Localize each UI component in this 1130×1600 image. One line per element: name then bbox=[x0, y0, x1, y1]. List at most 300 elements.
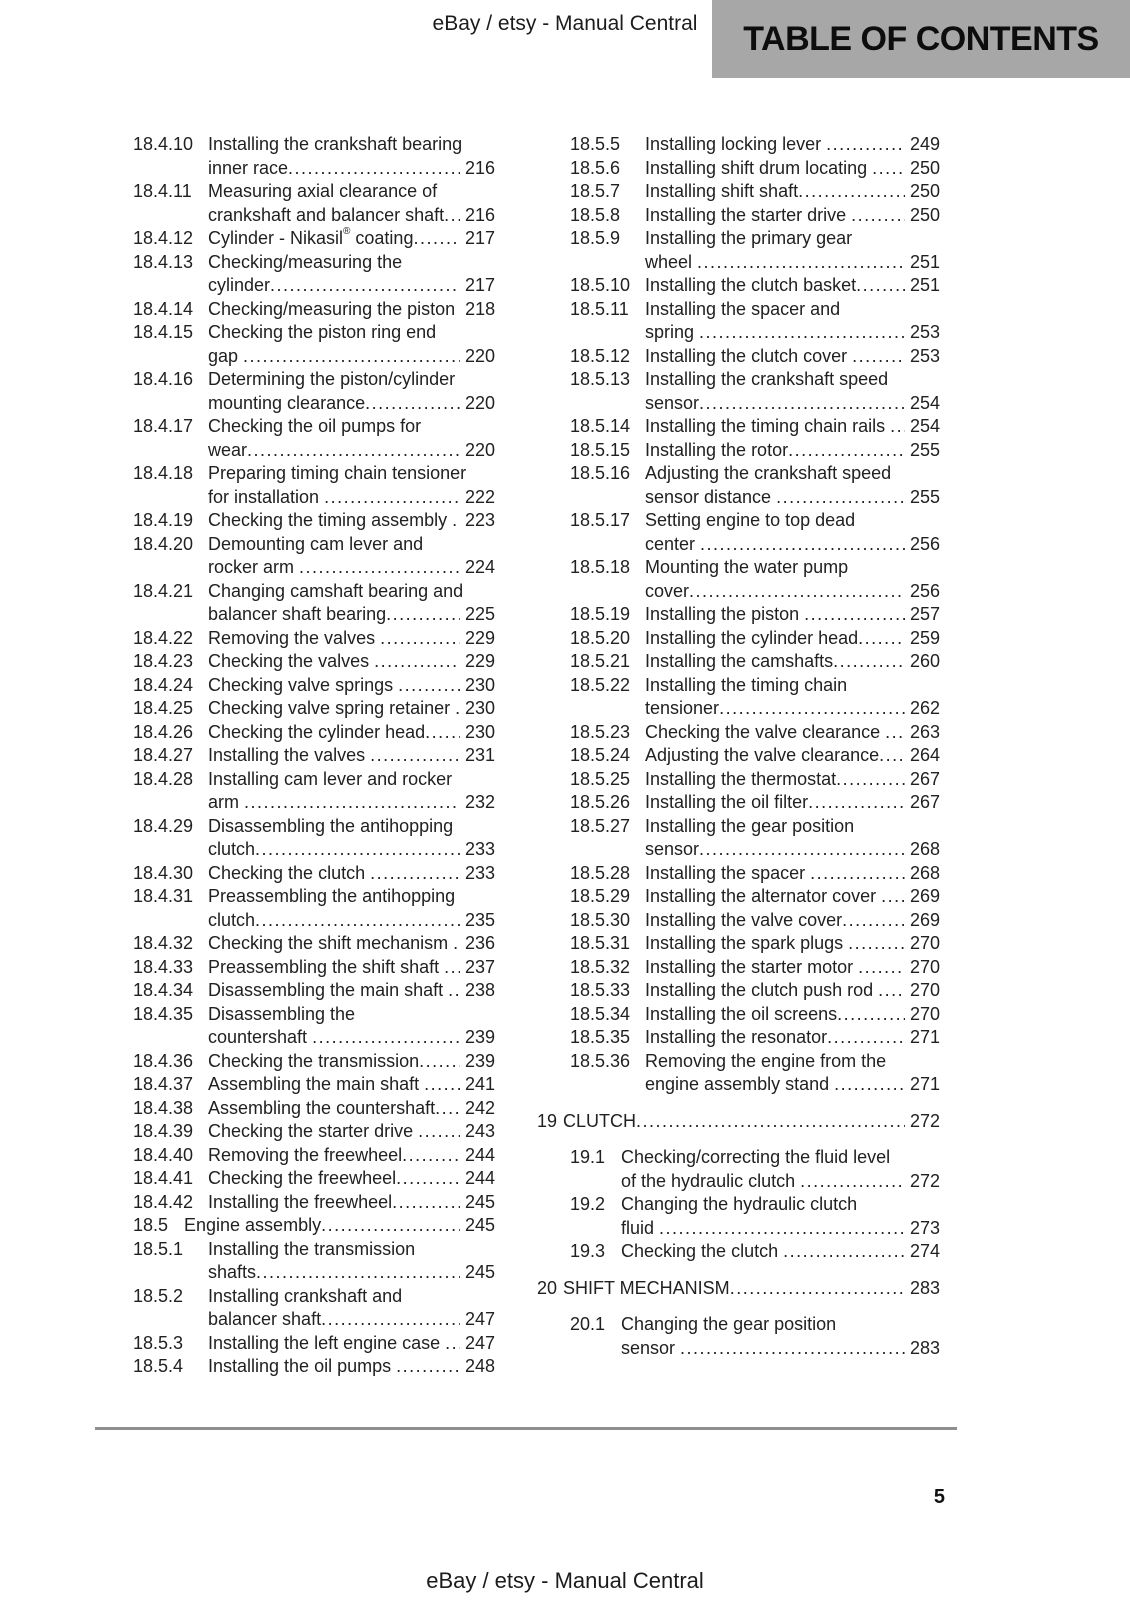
toc-entry-title: mounting clearance bbox=[208, 392, 366, 413]
toc-entry-title: Removing the freewheel bbox=[208, 1144, 403, 1165]
toc-entry-page: 230 bbox=[464, 674, 495, 695]
toc-entry-number: 18.5.18 bbox=[570, 557, 631, 577]
toc-entry-page: 247 bbox=[464, 1309, 495, 1329]
header-doc-title: eBay / etsy - Manual Central bbox=[432, 12, 698, 35]
toc-entry-title: Disassembling the antihopping bbox=[208, 815, 454, 836]
toc-entry bbox=[133, 415, 495, 462]
toc-entry-title: Installing the starter drive bbox=[645, 204, 852, 225]
toc-entry-title: Preassembling the antihopping bbox=[208, 886, 456, 906]
toc-entry bbox=[537, 556, 940, 603]
toc-entry-title: wear bbox=[208, 439, 248, 460]
toc-entry-page: 239 bbox=[464, 1050, 495, 1071]
toc-entry-title: Changing camshaft bearing and bbox=[208, 580, 464, 601]
toc-entry-title: Installing the clutch cover bbox=[645, 345, 853, 366]
toc-entry-number: 18.4.35 bbox=[133, 1003, 194, 1024]
toc-entry bbox=[537, 133, 940, 157]
toc-entry-title: Installing the resonator bbox=[645, 1027, 828, 1047]
toc-entry-title: clutch bbox=[208, 839, 256, 859]
dot-leader bbox=[370, 744, 460, 768]
dot-leader bbox=[788, 439, 905, 463]
toc-entry-page: 254 bbox=[909, 392, 940, 413]
toc-entry-number: 18.5.24 bbox=[570, 745, 631, 765]
toc-entry-page: 217 bbox=[464, 228, 495, 248]
toc-entry-page: 250 bbox=[909, 157, 940, 178]
toc-entry-number: 18.5 bbox=[133, 1215, 169, 1235]
toc-entry bbox=[537, 650, 940, 674]
toc-column-1 bbox=[133, 133, 495, 1379]
dot-leader bbox=[448, 979, 460, 1003]
toc-entry-page: 243 bbox=[464, 1121, 495, 1141]
toc-entry-page: 218 bbox=[465, 298, 496, 319]
toc-entry bbox=[537, 1193, 940, 1240]
toc-entry-title: for installation bbox=[208, 486, 325, 507]
toc-entry-page: 253 bbox=[909, 345, 940, 366]
toc-entry-page: 250 bbox=[909, 181, 940, 201]
toc-entry-page: 264 bbox=[909, 745, 940, 765]
toc-entry-title: Installing shift shaft bbox=[645, 181, 799, 201]
toc-entry bbox=[133, 1167, 495, 1191]
toc-entry-page: 253 bbox=[909, 322, 940, 342]
toc-entry-number: 18.5.12 bbox=[570, 345, 631, 366]
dot-leader bbox=[396, 1355, 460, 1379]
toc-entry-number: 18.5.7 bbox=[570, 181, 621, 201]
toc-entry-number: 18.4.12 bbox=[133, 228, 194, 248]
toc-entry-page: 251 bbox=[909, 251, 940, 272]
toc-entry-number: 18.4.42 bbox=[133, 1191, 194, 1212]
toc-entry-title: Cylinder - Nikasil® coating bbox=[208, 226, 414, 248]
toc-entry-title: sensor bbox=[645, 392, 700, 413]
dot-leader bbox=[879, 744, 905, 768]
toc-entry-title: Installing the primary gear bbox=[645, 228, 853, 248]
toc-entry-number: 18.4.10 bbox=[133, 134, 194, 154]
toc-entry-number: 18.4.27 bbox=[133, 745, 194, 765]
toc-entry-number: 18.5.15 bbox=[570, 439, 631, 460]
toc-entry-page: 255 bbox=[909, 439, 940, 460]
toc-entry-page: 245 bbox=[464, 1191, 495, 1212]
toc-entry-number: 18.4.16 bbox=[133, 369, 194, 389]
dot-leader bbox=[444, 956, 460, 980]
toc-entry-page: 250 bbox=[909, 204, 940, 225]
toc-entry bbox=[133, 768, 495, 815]
toc-entry-number: 18.5.20 bbox=[570, 627, 631, 648]
dot-leader bbox=[402, 1144, 460, 1168]
toc-entry-page: 269 bbox=[909, 909, 940, 930]
toc-entry-title: Checking valve springs bbox=[208, 674, 399, 695]
toc-entry-page: 217 bbox=[464, 275, 495, 295]
dot-leader bbox=[858, 627, 905, 651]
dot-leader bbox=[396, 1167, 460, 1191]
toc-entry bbox=[133, 1003, 495, 1050]
toc-entry bbox=[133, 815, 495, 862]
toc-entry-title: sensor bbox=[621, 1337, 681, 1358]
toc-entry-number: 18.4.14 bbox=[133, 298, 194, 319]
dot-leader bbox=[800, 1170, 905, 1194]
toc-entry bbox=[537, 1240, 940, 1264]
toc-entry-title: Measuring axial clearance of bbox=[208, 181, 438, 201]
dot-leader bbox=[719, 697, 905, 721]
dot-leader bbox=[783, 1240, 905, 1264]
toc-entry-title: Preassembling the shift shaft bbox=[208, 956, 445, 977]
dot-leader bbox=[380, 627, 460, 651]
dot-leader bbox=[453, 932, 460, 956]
dot-leader bbox=[700, 533, 905, 557]
toc-entry-number: 19.1 bbox=[570, 1147, 606, 1167]
toc-entry-page: 283 bbox=[909, 1337, 940, 1358]
toc-entry-title: Checking the clutch bbox=[208, 862, 371, 883]
toc-entry-title: Checking/measuring the bbox=[208, 251, 403, 272]
toc-entry-title: countershaft bbox=[208, 1027, 313, 1047]
dot-leader bbox=[810, 862, 905, 886]
toc-entry-title: Disassembling the bbox=[208, 1003, 356, 1024]
toc-entry bbox=[537, 1146, 940, 1193]
toc-entry bbox=[537, 1050, 940, 1097]
toc-entry bbox=[537, 1277, 940, 1301]
toc-entry-page: 247 bbox=[464, 1332, 495, 1353]
toc-entry bbox=[133, 180, 495, 227]
toc-entry-page: 270 bbox=[909, 933, 940, 953]
page-number: 5 bbox=[933, 1486, 945, 1508]
footer-divider bbox=[95, 1427, 957, 1430]
dot-leader bbox=[881, 885, 905, 909]
toc-entry bbox=[133, 744, 495, 768]
toc-entry-page: 220 bbox=[464, 439, 495, 460]
toc-entry-title: Changing the gear position bbox=[621, 1314, 837, 1334]
toc-entry-title: Installing the oil screens bbox=[645, 1003, 838, 1024]
toc-entry-number: 18.4.39 bbox=[133, 1121, 194, 1141]
toc-entry bbox=[537, 415, 940, 439]
toc-entry-title: sensor bbox=[645, 839, 700, 859]
toc-entry bbox=[133, 674, 495, 698]
toc-entry-title: Checking the shift mechanism bbox=[208, 933, 454, 953]
toc-entry-number: 18.5.35 bbox=[570, 1027, 631, 1047]
toc-entry-page: 241 bbox=[464, 1074, 495, 1094]
toc-entry bbox=[537, 862, 940, 886]
toc-entry-title: Checking the clutch bbox=[621, 1241, 784, 1261]
dot-leader bbox=[419, 1050, 460, 1074]
dot-leader bbox=[885, 721, 905, 745]
dot-leader bbox=[680, 1337, 905, 1361]
dot-leader bbox=[424, 1073, 460, 1097]
toc-entry-number: 18.5.33 bbox=[570, 980, 631, 1000]
toc-entry bbox=[537, 180, 940, 204]
toc-entry bbox=[133, 533, 495, 580]
toc-entry-number: 18.5.14 bbox=[570, 416, 631, 436]
toc-entry bbox=[537, 956, 940, 980]
toc-entry-page: 257 bbox=[909, 604, 940, 624]
toc-entry bbox=[133, 1120, 495, 1144]
toc-entry-number: 18.4.37 bbox=[133, 1074, 194, 1094]
dot-leader bbox=[833, 650, 905, 674]
toc-entry-title: Installing the camshafts bbox=[645, 651, 834, 671]
dot-leader bbox=[452, 509, 460, 533]
toc-entry bbox=[537, 1110, 940, 1134]
toc-entry-page: 232 bbox=[464, 792, 495, 812]
toc-entry-title: Engine assembly bbox=[184, 1215, 322, 1235]
toc-entry-title: Preparing timing chain tensioner bbox=[208, 463, 467, 483]
toc-entry-page: 260 bbox=[909, 651, 940, 671]
toc-entry-title: Checking the timing assembly bbox=[208, 510, 453, 530]
toc-entry-number: 18.4.38 bbox=[133, 1097, 194, 1118]
toc-entry-title: Assembling the main shaft bbox=[208, 1074, 425, 1094]
toc-entry bbox=[537, 274, 940, 298]
toc-entry-title: Checking/correcting the fluid level bbox=[621, 1147, 891, 1167]
toc-entry bbox=[133, 956, 495, 980]
toc-entry-title: arm bbox=[208, 792, 244, 812]
dot-leader bbox=[398, 674, 460, 698]
toc-entry-title: fluid bbox=[621, 1217, 660, 1238]
toc-entry-page: 248 bbox=[464, 1356, 495, 1376]
toc-entry-number: 18.4.11 bbox=[133, 181, 192, 201]
toc-entry-page: 233 bbox=[464, 862, 495, 883]
dot-leader bbox=[321, 1214, 460, 1238]
toc-entry-number: 18.4.33 bbox=[133, 956, 194, 977]
toc-entry bbox=[133, 462, 495, 509]
toc-entry-title: Checking the valves bbox=[208, 651, 375, 671]
toc-entry-title: gap bbox=[208, 345, 244, 366]
toc-entry-number: 18.5.29 bbox=[570, 886, 631, 906]
toc-entry-title: SHIFT MECHANISM bbox=[563, 1277, 730, 1298]
dot-leader bbox=[776, 486, 905, 510]
toc-entry-page: 274 bbox=[909, 1241, 940, 1261]
toc-entry-number: 18.4.13 bbox=[133, 251, 194, 272]
toc-entry bbox=[133, 1191, 495, 1215]
toc-entry-number: 18.5.19 bbox=[570, 604, 631, 624]
dot-leader bbox=[699, 321, 905, 345]
toc-entry-title: Adjusting the valve clearance bbox=[645, 745, 880, 765]
toc-entry bbox=[537, 909, 940, 933]
toc-entry-title: Installing the left engine case bbox=[208, 1332, 446, 1353]
toc-entry-page: 237 bbox=[464, 956, 495, 977]
toc-entry bbox=[537, 204, 940, 228]
dot-leader bbox=[444, 204, 460, 228]
toc-entry bbox=[537, 674, 940, 721]
toc-entry bbox=[133, 885, 495, 932]
toc-entry-title: Installing crankshaft and bbox=[208, 1285, 403, 1306]
toc-entry-title: Installing the starter motor bbox=[645, 956, 859, 977]
dot-leader bbox=[808, 791, 905, 815]
toc-entry bbox=[133, 298, 495, 322]
toc-entry bbox=[133, 650, 495, 674]
toc-entry-title: Determining the piston/cylinder bbox=[208, 369, 456, 389]
toc-entry-page: 268 bbox=[909, 839, 940, 859]
toc-entry-title: Disassembling the main shaft bbox=[208, 980, 449, 1000]
toc-entry-page: 270 bbox=[909, 956, 940, 977]
toc-entry bbox=[133, 1285, 495, 1332]
toc-entry-number: 18.5.27 bbox=[570, 815, 631, 836]
toc-entry-title: Removing the valves bbox=[208, 627, 381, 648]
toc-entry-number: 18.4.31 bbox=[133, 886, 194, 906]
toc-entry-page: 235 bbox=[464, 909, 495, 930]
table-of-contents-banner bbox=[712, 0, 1130, 78]
toc-entry-number: 18.5.1 bbox=[133, 1238, 184, 1259]
toc-entry-title: Installing the freewheel bbox=[208, 1191, 393, 1212]
toc-entry-title: rocker arm bbox=[208, 557, 300, 577]
toc-entry-number: 18.4.25 bbox=[133, 698, 194, 718]
dot-leader bbox=[697, 251, 905, 275]
dot-leader bbox=[699, 392, 905, 416]
dot-leader bbox=[370, 862, 460, 886]
toc-entry-title: Checking the starter drive bbox=[208, 1121, 419, 1141]
toc-entry-page: 244 bbox=[464, 1168, 495, 1188]
toc-entry bbox=[537, 462, 940, 509]
toc-entry-title: Checking the oil pumps for bbox=[208, 416, 422, 436]
toc-entry-page: 230 bbox=[464, 698, 495, 718]
toc-entry-title: Installing the timing chain bbox=[645, 674, 848, 695]
toc-entry-title: Installing the spark plugs bbox=[645, 933, 849, 953]
dot-leader bbox=[699, 838, 905, 862]
toc-entry-number: 18.4.34 bbox=[133, 980, 194, 1000]
toc-entry-number: 18.4.21 bbox=[133, 580, 194, 601]
toc-entry-number: 18.5.16 bbox=[570, 463, 631, 483]
toc-entry-title: crankshaft and balancer shaft bbox=[208, 204, 445, 225]
toc-entry-title: Installing the valves bbox=[208, 745, 371, 765]
dot-leader bbox=[374, 650, 460, 674]
toc-entry-title: spring bbox=[645, 322, 700, 342]
toc-entry bbox=[537, 815, 940, 862]
toc-entry-number: 18.4.36 bbox=[133, 1050, 194, 1071]
dot-leader bbox=[852, 345, 905, 369]
toc-entry-title: shafts bbox=[208, 1262, 257, 1282]
dot-leader bbox=[413, 227, 460, 251]
toc-entry-number: 18.4.28 bbox=[133, 768, 194, 789]
toc-entry bbox=[133, 251, 495, 298]
toc-entry-page: 272 bbox=[909, 1110, 940, 1131]
dot-leader bbox=[243, 345, 460, 369]
toc-entry-title: cover bbox=[645, 580, 690, 601]
toc-entry-title: Checking the freewheel bbox=[208, 1168, 397, 1188]
toc-entry-title: Installing the oil filter bbox=[645, 792, 809, 812]
toc-entry bbox=[537, 768, 940, 792]
toc-entry-title: Checking the piston ring end bbox=[208, 322, 437, 342]
toc-entry-title: Checking the cylinder head bbox=[208, 721, 426, 742]
toc-entry bbox=[537, 932, 940, 956]
toc-entry-page: 268 bbox=[909, 862, 940, 883]
dot-leader bbox=[636, 1110, 905, 1134]
dot-leader bbox=[730, 1277, 905, 1301]
toc-entry-page: 229 bbox=[464, 651, 495, 671]
toc-entry bbox=[537, 744, 940, 768]
toc-entry-title: Removing the engine from the bbox=[645, 1050, 887, 1071]
toc-entry-page: 216 bbox=[464, 204, 495, 225]
toc-entry bbox=[133, 1355, 495, 1379]
toc-entry-number: 18.5.4 bbox=[133, 1356, 184, 1376]
toc-entry-title: balancer shaft bbox=[208, 1309, 322, 1329]
toc-entry-title: Installing the crankshaft speed bbox=[645, 369, 889, 389]
toc-entry bbox=[537, 627, 940, 651]
toc-entry-number: 18.5.9 bbox=[570, 228, 621, 248]
dot-leader bbox=[418, 1120, 460, 1144]
toc-entry-number: 18.5.36 bbox=[570, 1050, 631, 1071]
dot-leader bbox=[244, 791, 460, 815]
dot-leader bbox=[826, 133, 905, 157]
toc-entry-title: cylinder bbox=[208, 275, 271, 295]
dot-leader bbox=[804, 603, 905, 627]
toc-entry-page: 254 bbox=[909, 416, 940, 436]
toc-entry bbox=[133, 1073, 495, 1097]
toc-entry-page: 245 bbox=[464, 1215, 495, 1235]
dot-leader bbox=[834, 1073, 905, 1097]
toc-entry bbox=[537, 603, 940, 627]
toc-entry-number: 18.4.19 bbox=[133, 510, 194, 530]
toc-entry-number: 18.4.32 bbox=[133, 933, 194, 953]
dot-leader bbox=[827, 1026, 905, 1050]
toc-entry bbox=[133, 509, 495, 533]
toc-entry-page: 283 bbox=[909, 1277, 940, 1298]
dot-leader bbox=[392, 1191, 460, 1215]
toc-entry-number: 19 bbox=[537, 1110, 558, 1131]
toc-entry bbox=[537, 157, 940, 181]
toc-entry bbox=[133, 1332, 495, 1356]
dot-leader bbox=[858, 956, 905, 980]
toc-entry-page: 271 bbox=[909, 1027, 940, 1047]
dot-leader bbox=[247, 439, 460, 463]
dot-leader bbox=[312, 1026, 460, 1050]
toc-entry-page: 230 bbox=[464, 721, 495, 742]
toc-entry-title: Installing the valve cover bbox=[645, 909, 843, 930]
toc-entry-number: 18.4.20 bbox=[133, 533, 194, 554]
toc-entry-title: CLUTCH bbox=[563, 1110, 637, 1131]
toc-entry-number: 18.4.30 bbox=[133, 862, 194, 883]
toc-entry-number: 18.5.21 bbox=[570, 651, 631, 671]
toc-entry-page: 223 bbox=[464, 510, 495, 530]
toc-entry-number: 18.4.40 bbox=[133, 1144, 194, 1165]
toc-entry-number: 18.4.18 bbox=[133, 463, 194, 483]
toc-entry-number: 18.5.2 bbox=[133, 1285, 184, 1306]
toc-entry-number: 18.5.22 bbox=[570, 674, 631, 695]
toc-entry-page: 216 bbox=[464, 157, 495, 178]
toc-entry bbox=[537, 298, 940, 345]
toc-entry bbox=[537, 509, 940, 556]
toc-entry-title: wheel bbox=[645, 251, 698, 272]
toc-entry-number: 18.4.17 bbox=[133, 416, 194, 436]
toc-entry-number: 19.2 bbox=[570, 1194, 606, 1214]
toc-entry-page: 256 bbox=[909, 580, 940, 601]
dot-leader bbox=[842, 909, 905, 933]
dot-leader bbox=[425, 721, 460, 745]
toc-entry-number: 18.5.30 bbox=[570, 909, 631, 930]
toc-entry bbox=[133, 979, 495, 1003]
toc-entry bbox=[133, 1050, 495, 1074]
toc-entry bbox=[133, 862, 495, 886]
toc-entry bbox=[537, 227, 940, 274]
toc-entry-page: 242 bbox=[464, 1097, 495, 1118]
toc-entry-page: 256 bbox=[909, 533, 940, 554]
toc-entry-page: 224 bbox=[464, 557, 495, 577]
toc-entry-page: 231 bbox=[464, 745, 495, 765]
toc-entry-title: Checking the valve clearance bbox=[645, 721, 886, 742]
toc-entry-title: Demounting cam lever and bbox=[208, 533, 424, 554]
dot-leader bbox=[798, 180, 905, 204]
toc-entry-title: Changing the hydraulic clutch bbox=[621, 1194, 858, 1214]
toc-entry-title: clutch bbox=[208, 909, 256, 930]
dot-leader bbox=[288, 157, 460, 181]
toc-entry-page: 245 bbox=[464, 1262, 495, 1282]
toc-entry-title: Checking the transmission bbox=[208, 1050, 420, 1071]
toc-entry bbox=[133, 133, 495, 180]
toc-entry-page: 238 bbox=[464, 980, 495, 1000]
toc-entry-number: 18.5.34 bbox=[570, 1003, 631, 1024]
toc-entry-number: 18.5.25 bbox=[570, 768, 631, 789]
dot-leader bbox=[324, 486, 460, 510]
toc-entry-title: Installing shift drum locating bbox=[645, 157, 873, 178]
toc-entry-number: 18.5.11 bbox=[570, 298, 629, 319]
toc-entry-number: 18.5.32 bbox=[570, 956, 631, 977]
toc-entry-title: Setting engine to top dead bbox=[645, 510, 856, 530]
toc-entry-title: Installing the spacer bbox=[645, 862, 811, 883]
toc-entry-number: 18.5.31 bbox=[570, 933, 631, 953]
dot-leader bbox=[321, 1308, 460, 1332]
toc-entry-title: Installing the rotor bbox=[645, 439, 789, 460]
